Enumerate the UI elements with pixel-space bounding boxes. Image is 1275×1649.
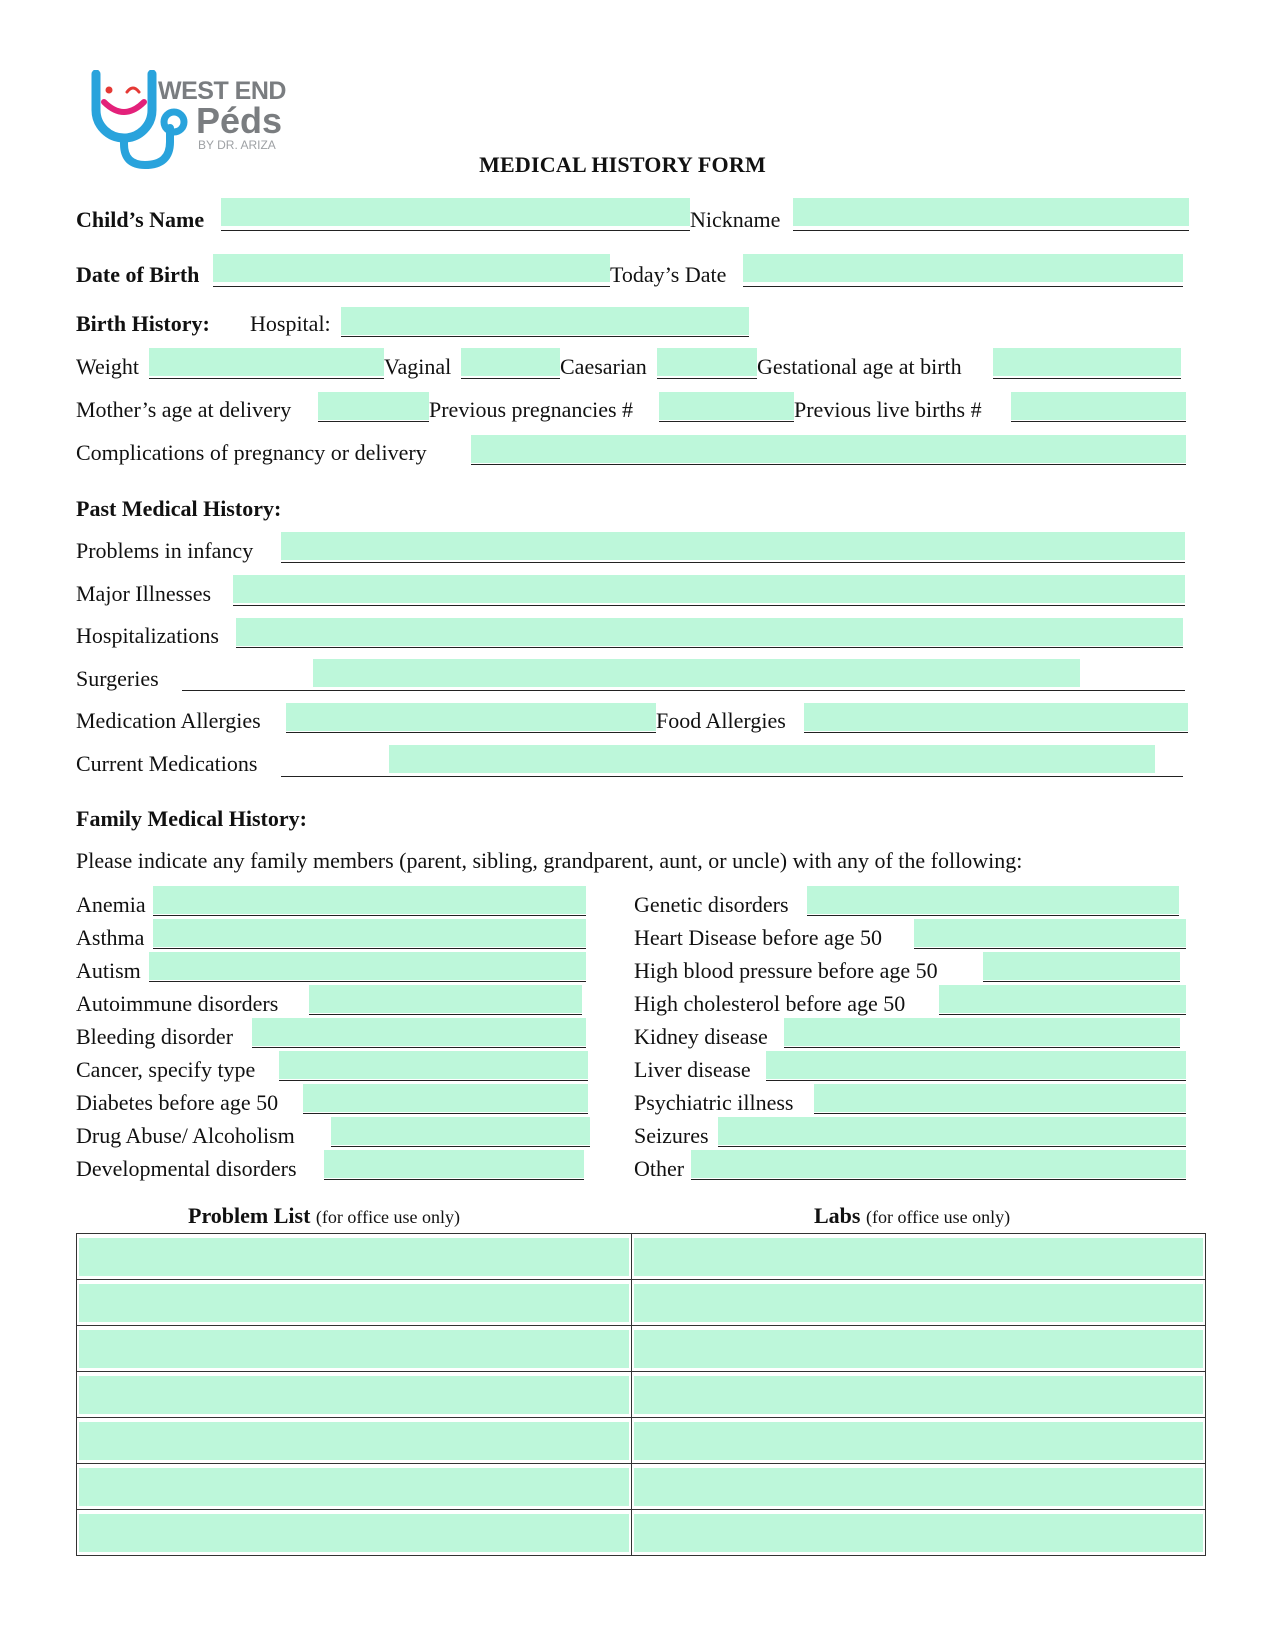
- labs-note: (for office use only): [865, 1207, 1011, 1227]
- caesarian-label: Caesarian: [560, 354, 647, 379]
- diabetes-field[interactable]: [303, 1084, 588, 1112]
- logo-line-1: WEST END: [158, 77, 286, 105]
- family-item-label: Heart Disease before age 50: [634, 925, 882, 950]
- underline: [471, 464, 1186, 465]
- caesarian-field[interactable]: [657, 348, 757, 376]
- table-row: [77, 1372, 1206, 1418]
- labs-cell[interactable]: [632, 1280, 1206, 1326]
- family-item-label: Kidney disease: [634, 1024, 768, 1049]
- family-item-label: Diabetes before age 50: [76, 1090, 279, 1115]
- liver-disease-field[interactable]: [766, 1051, 1186, 1079]
- underline: [331, 1146, 590, 1147]
- asthma-field[interactable]: [153, 919, 586, 947]
- mothers-age-label: Mother’s age at delivery: [76, 397, 292, 422]
- family-item-label: Drug Abuse/ Alcoholism: [76, 1123, 295, 1148]
- underline: [993, 378, 1181, 379]
- childs-name-label: Child’s Name: [76, 207, 205, 232]
- underline: [691, 1179, 1186, 1180]
- labs-title: Labs: [814, 1203, 861, 1228]
- other-field[interactable]: [691, 1150, 1186, 1178]
- underline: [766, 1080, 1186, 1081]
- underline: [793, 230, 1189, 231]
- family-item-label: Bleeding disorder: [76, 1024, 234, 1049]
- psychiatric-illness-field[interactable]: [814, 1084, 1186, 1112]
- food-allergies-label: Food Allergies: [656, 708, 786, 733]
- office-use-table: [76, 1233, 1206, 1556]
- major-illnesses-label: Major Illnesses: [76, 581, 212, 606]
- hospitalizations-field[interactable]: [236, 618, 1183, 646]
- underline: [341, 336, 749, 337]
- hospital-field[interactable]: [341, 307, 749, 335]
- underline: [286, 732, 656, 733]
- form-title: MEDICAL HISTORY FORM: [479, 152, 766, 177]
- underline: [461, 378, 560, 379]
- family-item-label: Anemia: [76, 892, 146, 917]
- logo-line-2: Péds: [196, 100, 283, 141]
- family-item-label: Liver disease: [634, 1057, 751, 1082]
- underline: [182, 690, 1185, 691]
- underline: [213, 286, 610, 287]
- underline: [309, 1014, 582, 1015]
- autism-field[interactable]: [149, 952, 586, 980]
- cancer-field[interactable]: [279, 1051, 588, 1079]
- surgeries-label: Surgeries: [76, 666, 159, 691]
- food-allergies-field[interactable]: [804, 703, 1188, 731]
- underline: [324, 1179, 584, 1180]
- labs-cell[interactable]: [632, 1464, 1206, 1510]
- underline: [153, 915, 586, 916]
- drug-abuse-field[interactable]: [331, 1117, 590, 1145]
- underline: [252, 1047, 586, 1048]
- underline: [153, 948, 586, 949]
- family-item-label: Seizures: [634, 1123, 709, 1148]
- date-of-birth-label: Date of Birth: [76, 262, 200, 287]
- problems-in-infancy-label: Problems in infancy: [76, 538, 254, 563]
- surgeries-field[interactable]: [313, 659, 1080, 687]
- anemia-field[interactable]: [153, 886, 586, 914]
- childs-name-field[interactable]: [221, 198, 690, 226]
- current-medications-field[interactable]: [389, 745, 1155, 773]
- gestational-age-field[interactable]: [993, 348, 1181, 376]
- underline: [743, 286, 1183, 287]
- underline: [303, 1113, 588, 1114]
- autoimmune-field[interactable]: [309, 985, 582, 1013]
- family-item-label: Autism: [76, 958, 141, 983]
- logo-line-3: BY DR. ARIZA: [198, 138, 276, 152]
- underline: [657, 378, 757, 379]
- complications-field[interactable]: [471, 435, 1186, 463]
- problem-cell[interactable]: [77, 1372, 632, 1418]
- family-item-label: Psychiatric illness: [634, 1090, 794, 1115]
- labs-cell[interactable]: [632, 1326, 1206, 1372]
- underline: [318, 421, 429, 422]
- problem-list-title: Problem List: [188, 1203, 311, 1228]
- problem-list-heading: [188, 1203, 460, 1230]
- family-item-label: Asthma: [76, 925, 145, 950]
- previous-live-births-label: Previous live births #: [794, 397, 982, 422]
- underline: [149, 378, 384, 379]
- table-row: [77, 1280, 1206, 1326]
- seizures-field[interactable]: [718, 1117, 1186, 1145]
- family-medical-history-heading: Family Medical History:: [76, 806, 307, 831]
- vaginal-label: Vaginal: [384, 354, 452, 379]
- family-item-label: Genetic disorders: [634, 892, 789, 917]
- current-medications-label: Current Medications: [76, 751, 258, 776]
- nickname-field[interactable]: [793, 198, 1189, 226]
- birth-history-heading: Birth History:: [76, 311, 210, 336]
- labs-cell[interactable]: [632, 1234, 1206, 1280]
- problem-cell[interactable]: [77, 1418, 632, 1464]
- vaginal-field[interactable]: [461, 348, 560, 376]
- family-item-label: High cholesterol before age 50: [634, 991, 906, 1016]
- table-row: [77, 1464, 1206, 1510]
- underline: [279, 1080, 588, 1081]
- kidney-disease-field[interactable]: [784, 1018, 1180, 1046]
- table-row: [77, 1510, 1206, 1556]
- hospital-label: Hospital:: [250, 311, 331, 336]
- medication-allergies-field[interactable]: [286, 703, 656, 731]
- problem-cell[interactable]: [77, 1464, 632, 1510]
- underline: [281, 562, 1185, 563]
- problem-cell[interactable]: [77, 1280, 632, 1326]
- weight-field[interactable]: [149, 348, 384, 376]
- major-illnesses-field[interactable]: [233, 575, 1185, 603]
- table-row: [77, 1234, 1206, 1280]
- bleeding-disorder-field[interactable]: [252, 1018, 586, 1046]
- nickname-label: Nickname: [690, 207, 781, 232]
- underline: [784, 1047, 1180, 1048]
- underline: [983, 981, 1180, 982]
- high-cholesterol-field[interactable]: [939, 985, 1186, 1013]
- underline: [1011, 421, 1186, 422]
- labs-heading: [814, 1203, 1010, 1230]
- table-row: [77, 1418, 1206, 1464]
- previous-live-births-field[interactable]: [1011, 392, 1186, 420]
- date-of-birth-field[interactable]: [213, 254, 610, 282]
- past-medical-history-heading: Past Medical History:: [76, 496, 282, 521]
- problem-cell[interactable]: [77, 1234, 632, 1280]
- genetic-disorders-field[interactable]: [807, 886, 1179, 914]
- underline: [221, 230, 690, 231]
- problem-cell[interactable]: [77, 1510, 632, 1556]
- underline: [659, 421, 794, 422]
- underline: [814, 1113, 1186, 1114]
- complications-label: Complications of pregnancy or delivery: [76, 440, 427, 465]
- family-instruction: Please indicate any family members (parent, sibling, grandparent, aunt, or uncle) with any of the following:: [76, 848, 1023, 873]
- family-item-label: Other: [634, 1156, 685, 1181]
- heart-disease-field[interactable]: [914, 919, 1186, 947]
- gestational-age-label: Gestational age at birth: [757, 354, 962, 379]
- underline: [149, 981, 586, 982]
- family-item-label: Developmental disorders: [76, 1156, 297, 1181]
- hospitalizations-label: Hospitalizations: [76, 623, 219, 648]
- labs-cell[interactable]: [632, 1372, 1206, 1418]
- underline: [804, 732, 1188, 733]
- table-row: [77, 1326, 1206, 1372]
- previous-pregnancies-label: Previous pregnancies #: [429, 397, 634, 422]
- todays-date-field[interactable]: [743, 254, 1183, 282]
- mothers-age-field[interactable]: [318, 392, 429, 420]
- high-blood-pressure-field[interactable]: [983, 952, 1180, 980]
- underline: [914, 948, 1186, 949]
- underline: [939, 1014, 1186, 1015]
- family-item-label: High blood pressure before age 50: [634, 958, 938, 983]
- underline: [718, 1146, 1186, 1147]
- family-item-label: Autoimmune disorders: [76, 991, 279, 1016]
- problem-cell[interactable]: [77, 1326, 632, 1372]
- underline: [807, 915, 1179, 916]
- underline: [281, 776, 1183, 777]
- medication-allergies-label: Medication Allergies: [76, 708, 261, 733]
- problem-list-note: (for office use only): [315, 1207, 461, 1227]
- previous-pregnancies-field[interactable]: [659, 392, 794, 420]
- family-item-label: Cancer, specify type: [76, 1057, 256, 1082]
- labs-cell[interactable]: [632, 1418, 1206, 1464]
- labs-cell[interactable]: [632, 1510, 1206, 1556]
- underline: [236, 647, 1183, 648]
- problems-in-infancy-field[interactable]: [281, 532, 1185, 560]
- weight-label: Weight: [76, 354, 139, 379]
- todays-date-label: Today’s Date: [610, 262, 727, 287]
- underline: [233, 605, 1185, 606]
- developmental-field[interactable]: [324, 1150, 584, 1178]
